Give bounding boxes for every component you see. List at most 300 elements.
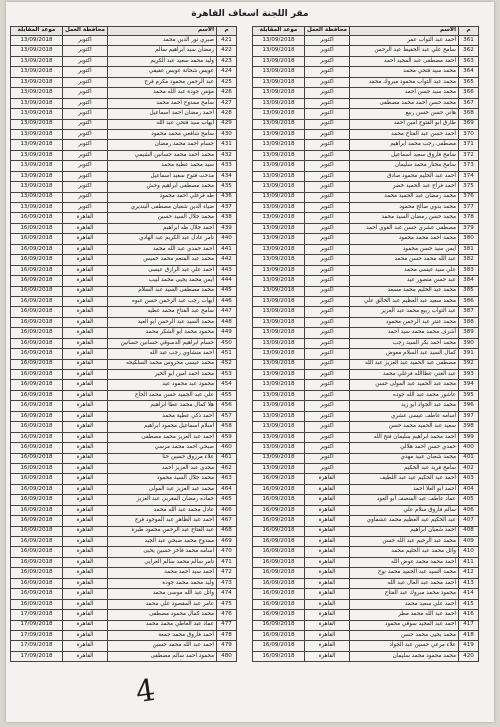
row-name: محمد حسن احمد محمد مصطفى: [350, 98, 459, 108]
table-row: [253, 359, 479, 369]
table-row: [11, 286, 237, 296]
row-name: محمود عبد محمود عيد: [108, 380, 217, 390]
table-row: [11, 401, 237, 411]
row-place: اكتوبر: [305, 453, 350, 463]
row-date: 16/09/2018: [11, 422, 63, 432]
row-number: 480: [217, 651, 237, 661]
row-number: 472: [217, 568, 237, 578]
row-number: 440: [217, 234, 237, 244]
row-number: 375: [459, 182, 479, 192]
row-name: احمد شعبان ابراهيم: [350, 526, 459, 536]
row-name: عبد الله محمد حسن محمد: [350, 255, 459, 265]
row-number: 405: [459, 495, 479, 505]
row-place: القاهرة: [63, 338, 108, 348]
row-date: 13/09/2018: [253, 370, 305, 380]
row-number: 381: [459, 244, 479, 254]
row-number: 451: [217, 349, 237, 359]
row-place: اكتوبر: [305, 203, 350, 213]
row-place: القاهرة: [63, 370, 108, 380]
row-name: احمد عبد الله محمد مطر: [350, 610, 459, 620]
row-date: 16/09/2018: [11, 474, 63, 484]
row-number: 377: [459, 203, 479, 213]
row-place: اكتوبر: [305, 98, 350, 108]
row-number: 427: [217, 98, 237, 108]
row-date: 17/09/2018: [11, 641, 63, 651]
table-row: [11, 56, 237, 66]
row-place: القاهرة: [63, 411, 108, 421]
row-date: 16/09/2018: [253, 610, 305, 620]
row-place: القاهرة: [63, 255, 108, 265]
table-row: [11, 46, 237, 56]
row-date: 16/09/2018: [11, 234, 63, 244]
row-date: 13/09/2018: [253, 88, 305, 98]
row-place: اكتوبر: [63, 182, 108, 192]
row-place: القاهرة: [63, 223, 108, 233]
row-place: القاهرة: [305, 516, 350, 526]
row-place: القاهرة: [63, 307, 108, 317]
row-place: اكتوبر: [63, 67, 108, 77]
table-row: [11, 443, 237, 453]
header-date: موعد المقابلة: [11, 27, 63, 36]
row-place: القاهرة: [63, 422, 108, 432]
row-name: احمد سيد احمد محمد: [108, 568, 217, 578]
row-place: اكتوبر: [305, 88, 350, 98]
row-place: القاهرة: [63, 349, 108, 359]
row-number: 469: [217, 537, 237, 547]
row-number: 380: [459, 234, 479, 244]
row-place: القاهرة: [63, 380, 108, 390]
row-number: 413: [459, 578, 479, 588]
row-date: 16/09/2018: [11, 244, 63, 254]
row-number: 442: [217, 255, 237, 265]
row-number: 434: [217, 171, 237, 181]
row-date: 16/09/2018: [253, 557, 305, 567]
row-number: 411: [459, 557, 479, 567]
row-name: ممدوح محمد صبحي عبد الجيد: [108, 537, 217, 547]
row-place: اكتوبر: [63, 203, 108, 213]
row-date: 13/09/2018: [253, 390, 305, 400]
row-name: تامر سالم محمد سالم العرايي: [108, 557, 217, 567]
row-number: 478: [217, 630, 237, 640]
table-row: [253, 265, 479, 275]
row-name: أحمد عبد التواب عمر: [350, 36, 459, 46]
row-number: 376: [459, 192, 479, 202]
row-name: احمد ذكي عطية محمد: [108, 411, 217, 421]
row-place: القاهرة: [63, 630, 108, 640]
row-date: 16/09/2018: [11, 411, 63, 421]
row-name: محمود محمد مبروك عبد الفتاح: [350, 589, 459, 599]
row-place: القاهرة: [63, 453, 108, 463]
table-row: [253, 505, 479, 515]
table-row: [253, 651, 479, 661]
row-name: ايمن محمد يحيى محمد لبيب: [108, 276, 217, 286]
row-number: 470: [217, 547, 237, 557]
row-name: محمد سعيد عبد العظيم عبد الخالق علي: [350, 296, 459, 306]
row-number: 423: [217, 56, 237, 66]
row-place: القاهرة: [305, 505, 350, 515]
row-place: القاهرة: [63, 276, 108, 286]
row-date: 13/09/2018: [253, 150, 305, 160]
table-row: [11, 255, 237, 265]
row-number: 390: [459, 338, 479, 348]
table-row: [253, 328, 479, 338]
row-name: أحمد مصطفى عبد المجيد احمد: [350, 56, 459, 66]
row-date: 16/09/2018: [11, 286, 63, 296]
page-title: مقر اللجنة اسعاف القاهرة: [191, 9, 309, 19]
row-place: القاهرة: [63, 317, 108, 327]
table-row: [11, 516, 237, 526]
row-number: 462: [217, 463, 237, 473]
row-number: 383: [459, 265, 479, 275]
header-place: محافظة العمل: [63, 27, 108, 36]
row-place: اكتوبر: [305, 349, 350, 359]
row-name: محمد احمد بكر السيد رجب: [350, 338, 459, 348]
row-name: علاء مرزوق حسين حنا: [108, 453, 217, 463]
table-row: [11, 150, 237, 160]
table-row: [11, 349, 237, 359]
row-place: القاهرة: [63, 526, 108, 536]
row-date: 13/09/2018: [11, 56, 63, 66]
row-date: 16/09/2018: [253, 578, 305, 588]
table-row: [11, 129, 237, 139]
row-name: كمال السيد عبد السلام معوض: [350, 349, 459, 359]
row-name: احمد عبد الله محمد حسين: [108, 641, 217, 651]
row-name: أشرف محمد محمد سيد احمد: [350, 328, 459, 338]
row-date: 13/09/2018: [11, 67, 63, 77]
row-date: 16/09/2018: [11, 557, 63, 567]
row-name: محمد رمضان عبد الحميد محمد: [350, 192, 459, 202]
row-name: ايمن سيد حسن محمود: [350, 244, 459, 254]
table-row: [253, 568, 479, 578]
row-date: 13/09/2018: [253, 36, 305, 46]
row-name: أحمد محمد محمد عوض الله: [350, 557, 459, 567]
row-name: احمد عبد المجيد سوقي محمود: [350, 620, 459, 630]
table-row: [253, 401, 479, 411]
row-name: سامح فريد عبد الحكيم: [350, 463, 459, 473]
table-row: [11, 171, 237, 181]
table-row: [253, 286, 479, 296]
row-number: 407: [459, 516, 479, 526]
row-name: احمد منشاوي رجب عبد الله: [108, 349, 217, 359]
row-name: محمد كمال محمود مصطفى: [108, 610, 217, 620]
row-place: القاهرة: [305, 537, 350, 547]
table-row: [11, 557, 237, 567]
row-name: عبد حسن منصور عيد: [350, 276, 459, 286]
row-number: 364: [459, 67, 479, 77]
table-row: [11, 547, 237, 557]
table-row: [11, 109, 237, 119]
table-row: [253, 589, 479, 599]
row-number: 412: [459, 568, 479, 578]
table-row: [253, 213, 479, 223]
row-place: اكتوبر: [305, 432, 350, 442]
row-name: احمد محمد عبد العال عبد الله: [350, 578, 459, 588]
row-number: 458: [217, 422, 237, 432]
row-date: 16/09/2018: [11, 317, 63, 327]
row-number: 443: [217, 265, 237, 275]
row-number: 415: [459, 599, 479, 609]
row-place: اكتوبر: [305, 161, 350, 171]
row-number: 466: [217, 505, 237, 515]
row-place: اكتوبر: [305, 46, 350, 56]
row-date: 13/09/2018: [11, 150, 63, 160]
row-name: طارق ابو الفتوح امين احمد: [350, 119, 459, 129]
table-row: [11, 317, 237, 327]
row-date: 13/09/2018: [253, 223, 305, 233]
row-name: عبد الغني عطاالله فرغلي محمد: [350, 370, 459, 380]
row-name: عبد الحكيم عبد العظيم محمد عشماوي: [350, 516, 459, 526]
row-name: محمد عبد الحميد عبد المولى حسن: [350, 380, 459, 390]
row-place: اكتوبر: [305, 359, 350, 369]
table-row: [11, 537, 237, 547]
row-date: 16/09/2018: [11, 359, 63, 369]
row-number: 464: [217, 484, 237, 494]
row-date: 13/09/2018: [11, 109, 63, 119]
row-name: مؤمن جودة عبد الله محمد: [108, 88, 217, 98]
row-name: أحمد عبد الحكيم عيد عبد اللطيف: [350, 474, 459, 484]
table-row: [253, 88, 479, 98]
row-date: 13/09/2018: [253, 401, 305, 411]
header-date: موعد المقابلة: [253, 27, 305, 36]
row-name: احمد ابو العلا احمد: [350, 484, 459, 494]
handwritten-page-number: 4: [133, 672, 158, 711]
row-number: 459: [217, 432, 237, 442]
row-date: 13/09/2018: [11, 129, 63, 139]
row-date: 16/09/2018: [253, 547, 305, 557]
table-row: [253, 77, 479, 87]
row-place: القاهرة: [63, 620, 108, 630]
row-name: محمود احمد سالم مصطفى: [108, 651, 217, 661]
row-name: عبد الفتاح عبد الرحمن محمود طبرة: [108, 526, 217, 536]
row-place: القاهرة: [63, 610, 108, 620]
table-row: [253, 234, 479, 244]
row-number: 409: [459, 537, 479, 547]
row-place: القاهرة: [63, 390, 108, 400]
row-number: 450: [217, 338, 237, 348]
row-place: القاهرة: [63, 474, 108, 484]
row-name: وائل محمد عبد الحليم محمد: [350, 547, 459, 557]
row-place: القاهرة: [63, 244, 108, 254]
row-name: عماد عبد العاطي محمد محمد: [108, 620, 217, 630]
row-number: 388: [459, 317, 479, 327]
row-date: 16/09/2018: [253, 537, 305, 547]
table-row: [11, 630, 237, 640]
table-row: [253, 223, 479, 233]
row-name: سعيد عبد الحميد محمد حسن: [350, 422, 459, 432]
row-place: اكتوبر: [305, 150, 350, 160]
row-number: 395: [459, 390, 479, 400]
row-date: 16/09/2018: [11, 349, 63, 359]
row-number: 418: [459, 630, 479, 640]
row-number: 433: [217, 161, 237, 171]
table-row: [253, 161, 479, 171]
row-date: 16/09/2018: [253, 651, 305, 661]
row-place: اكتوبر: [305, 463, 350, 473]
table-row: [253, 56, 479, 66]
row-place: اكتوبر: [305, 255, 350, 265]
row-date: 16/09/2018: [11, 255, 63, 265]
row-date: 16/09/2018: [11, 578, 63, 588]
row-name: عماد عاطف عبد المنصف ابو العود: [350, 495, 459, 505]
row-number: 428: [217, 109, 237, 119]
row-place: اكتوبر: [63, 161, 108, 171]
row-place: اكتوبر: [305, 109, 350, 119]
row-place: اكتوبر: [305, 265, 350, 275]
row-place: القاهرة: [305, 599, 350, 609]
row-date: 16/09/2018: [11, 296, 63, 306]
row-place: اكتوبر: [63, 56, 108, 66]
row-place: القاهرة: [305, 651, 350, 661]
row-number: 401: [459, 453, 479, 463]
row-number: 447: [217, 307, 237, 317]
row-date: 13/09/2018: [253, 443, 305, 453]
row-place: القاهرة: [63, 443, 108, 453]
row-date: 16/09/2018: [11, 463, 63, 473]
table-row: [253, 641, 479, 651]
row-place: اكتوبر: [63, 129, 108, 139]
row-number: 378: [459, 213, 479, 223]
row-place: اكتوبر: [63, 140, 108, 150]
row-name: محمد محمود محمد سليمان: [350, 651, 459, 661]
table-row: [11, 578, 237, 588]
row-place: اكتوبر: [305, 36, 350, 46]
row-date: 13/09/2018: [253, 46, 305, 56]
row-place: القاهرة: [305, 495, 350, 505]
row-name: أحمد حسن عبد الفتاح محمد: [350, 129, 459, 139]
table-header-row: [11, 27, 237, 36]
row-number: 403: [459, 474, 479, 484]
row-place: اكتوبر: [63, 192, 108, 202]
row-place: القاهرة: [63, 401, 108, 411]
row-place: اكتوبر: [63, 98, 108, 108]
row-date: 13/09/2018: [253, 307, 305, 317]
row-place: اكتوبر: [305, 244, 350, 254]
row-name: محمد السيد عبد الرحمن ابو العيد: [108, 317, 217, 327]
row-date: 16/09/2018: [11, 307, 63, 317]
row-date: 16/09/2018: [11, 265, 63, 275]
table-row: [253, 129, 479, 139]
table-row: [253, 432, 479, 442]
row-date: 13/09/2018: [11, 203, 63, 213]
row-number: 397: [459, 411, 479, 421]
row-place: القاهرة: [63, 495, 108, 505]
row-name: احمد محمد ابراهيم سليمان فتح الله: [350, 432, 459, 442]
row-date: 16/09/2018: [11, 370, 63, 380]
row-number: 421: [217, 36, 237, 46]
table-row: [253, 453, 479, 463]
row-date: 16/09/2018: [11, 276, 63, 286]
table-row: [253, 255, 479, 265]
row-name: سيد محمد عطية محمد: [108, 161, 217, 171]
table-row: [11, 36, 237, 46]
row-place: اكتوبر: [63, 77, 108, 87]
row-date: 13/09/2018: [11, 119, 63, 129]
row-name: احمد حمدي عبد الله محمد: [108, 244, 217, 254]
row-name: حسام ابراهيم الدسوقي حسانين حسانين: [108, 338, 217, 348]
row-date: 16/09/2018: [253, 495, 305, 505]
table-row: [253, 46, 479, 56]
table-row: [11, 641, 237, 651]
table-row: [11, 589, 237, 599]
row-number: 441: [217, 244, 237, 254]
row-name: سامح ممدوح احمد محمد: [108, 98, 217, 108]
row-place: القاهرة: [63, 265, 108, 275]
table-row: [253, 443, 479, 453]
row-name: عبد الرحمن محمود مكرم فرج: [108, 77, 217, 87]
row-number: 476: [217, 610, 237, 620]
table-row: [253, 98, 479, 108]
row-name: احمد فاروق محمد جمعة: [108, 630, 217, 640]
row-name: محمد السيد عبد الحميد محمد نوح: [350, 568, 459, 578]
table-row: [253, 276, 479, 286]
row-date: 13/09/2018: [11, 171, 63, 181]
row-name: وليد محمد محمد جودة: [108, 578, 217, 588]
row-name: اسامه عاطف عيسى عشري: [350, 411, 459, 421]
table-row: [11, 140, 237, 150]
row-place: القاهرة: [63, 516, 108, 526]
row-number: 366: [459, 88, 479, 98]
row-date: 16/09/2018: [253, 474, 305, 484]
table-row: [253, 620, 479, 630]
row-number: 432: [217, 150, 237, 160]
row-place: القاهرة: [63, 589, 108, 599]
row-place: القاهرة: [305, 474, 350, 484]
row-date: 13/09/2018: [11, 192, 63, 202]
row-number: 426: [217, 88, 237, 98]
row-date: 13/09/2018: [253, 161, 305, 171]
row-date: 16/09/2018: [11, 453, 63, 463]
table-row: [253, 244, 479, 254]
row-place: اكتوبر: [305, 307, 350, 317]
row-date: 13/09/2018: [253, 129, 305, 139]
row-date: 13/09/2018: [253, 338, 305, 348]
table-row: [11, 234, 237, 244]
row-place: القاهرة: [63, 463, 108, 473]
row-date: 13/09/2018: [11, 46, 63, 56]
row-date: 17/09/2018: [11, 630, 63, 640]
row-number: 361: [459, 36, 479, 46]
row-name: احمد علي سعيد محمد: [350, 599, 459, 609]
row-date: 13/09/2018: [253, 56, 305, 66]
row-name: اسلام اسماعيل محمود ابراهيم: [108, 422, 217, 432]
row-place: القاهرة: [305, 589, 350, 599]
row-place: القاهرة: [63, 547, 108, 557]
row-name: محمود محمد ابو الشكر محمد: [108, 328, 217, 338]
row-place: اكتوبر: [305, 276, 350, 286]
row-number: 430: [217, 129, 237, 139]
row-place: القاهرة: [63, 568, 108, 578]
row-name: محمد يحيى محمد حسن: [350, 630, 459, 640]
row-name: محمد احمد محمد محمود: [350, 234, 459, 244]
row-place: اكتوبر: [63, 88, 108, 98]
row-name: محمد احمد امين ابو الخير: [108, 370, 217, 380]
row-date: 16/09/2018: [11, 213, 63, 223]
row-number: 389: [459, 328, 479, 338]
row-place: القاهرة: [305, 568, 350, 578]
table-row: [253, 537, 479, 547]
row-number: 463: [217, 474, 237, 484]
row-name: عامر عبد المقصود علي محمد: [108, 599, 217, 609]
row-number: 371: [459, 140, 479, 150]
row-name: مجدي عبد العزيز احمد: [108, 463, 217, 473]
row-place: القاهرة: [63, 296, 108, 306]
table-row: [11, 98, 237, 108]
row-name: محمد بدوي صالح محمود: [350, 203, 459, 213]
row-name: احمد رمضان احمد اسماعيل: [108, 109, 217, 119]
row-name: محمد سيد حسن احمد: [350, 88, 459, 98]
row-date: 16/09/2018: [253, 526, 305, 536]
left-table: [10, 26, 237, 662]
